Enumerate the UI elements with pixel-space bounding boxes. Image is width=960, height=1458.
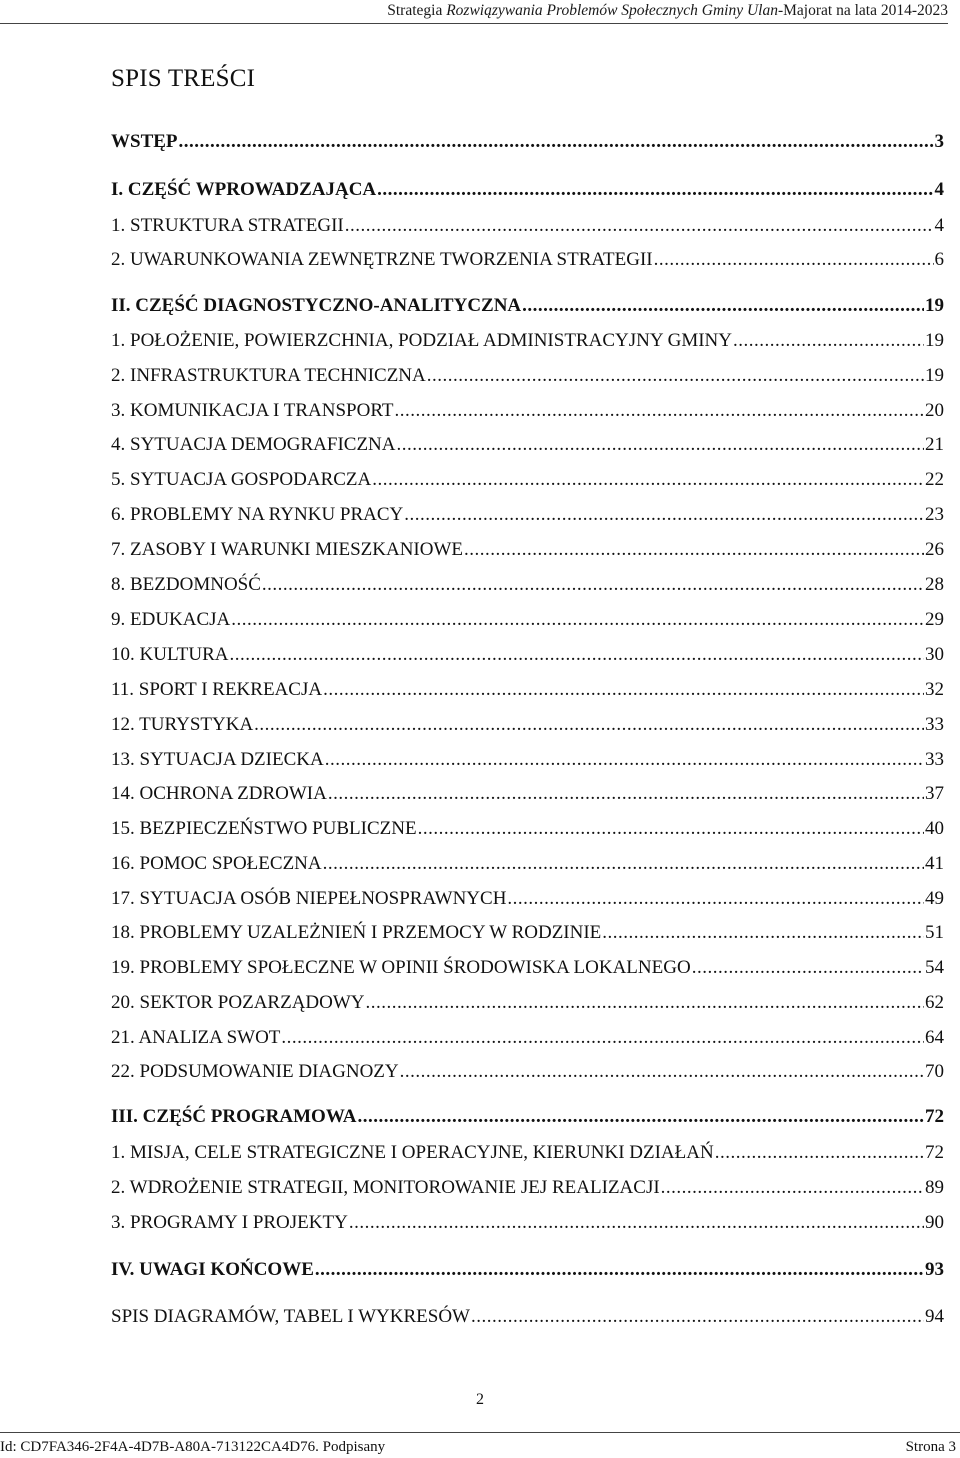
header-title: Rozwiązywania Problemów Społecznych Gminy Ulan — [446, 2, 778, 19]
toc-entry-page: 28 — [925, 574, 944, 595]
toc-dot-leader — [427, 364, 924, 388]
toc-entry-page: 4 — [934, 215, 944, 236]
toc-dot-leader — [418, 817, 924, 841]
toc-entry[interactable] — [111, 852, 944, 876]
toc-entry-label: 21. ANALIZA SWOT — [111, 1027, 281, 1048]
toc-entry-label: 20. SEKTOR POZARZĄDOWY — [111, 992, 365, 1013]
toc-dot-leader — [471, 1305, 924, 1329]
toc-entry-label: 7. ZASOBY I WARUNKI MIESZKANIOWE — [111, 539, 464, 560]
toc-entry-page: 23 — [925, 504, 944, 525]
toc-entry[interactable] — [111, 1305, 944, 1329]
toc-entry[interactable] — [111, 887, 944, 911]
toc-entry[interactable] — [111, 1176, 944, 1200]
footer-rule — [0, 1432, 960, 1433]
header-suffix: -Majorat na lata 2014-2023 — [777, 2, 948, 19]
toc-entry-label: 1. MISJA, CELE STRATEGICZNE I OPERACYJNE, KIERUNKI DZIAŁAŃ — [111, 1142, 714, 1163]
toc-dot-leader — [372, 468, 924, 492]
toc-entry[interactable] — [111, 503, 944, 527]
toc-entry-label: 10. KULTURA — [111, 644, 229, 665]
toc-entry-label: 5. SYTUACJA GOSPODARCZA — [111, 469, 372, 490]
toc-entry-page: 93 — [925, 1259, 944, 1280]
toc-entry-label: 19. PROBLEMY SPOŁECZNE W OPINII ŚRODOWISKA LOKALNEGO — [111, 957, 691, 978]
toc-entry-label: 2. INFRASTRUKTURA TECHNICZNA — [111, 365, 426, 386]
toc-entry[interactable] — [111, 214, 944, 238]
toc-dot-leader — [325, 748, 924, 772]
toc-entry-page: 62 — [925, 992, 944, 1013]
toc-entry-page: 33 — [925, 749, 944, 770]
toc-entry-label: 16. POMOC SPOŁECZNA — [111, 853, 322, 874]
toc-entry[interactable] — [111, 713, 944, 737]
toc-entry-page: 41 — [925, 853, 944, 874]
toc-entry-label: 6. PROBLEMY NA RYNKU PRACY — [111, 504, 404, 525]
toc-entry-label: 2. UWARUNKOWANIA ZEWNĘTRZNE TWORZENIA STRATEGII — [111, 249, 653, 270]
toc-entry[interactable] — [111, 956, 944, 980]
toc-dot-leader — [395, 399, 925, 423]
toc-entry-label: IV. UWAGI KOŃCOWE — [111, 1259, 314, 1280]
toc-entry[interactable] — [111, 782, 944, 806]
toc-entry-label: 18. PROBLEMY UZALEŻNIEŃ I PRZEMOCY W RODZINIE — [111, 922, 602, 943]
toc-dot-leader — [522, 294, 924, 318]
toc-entry[interactable] — [111, 1141, 944, 1165]
toc-entry-label: II. CZĘŚĆ DIAGNOSTYCZNO-ANALITYCZNA — [111, 295, 522, 316]
toc-dot-leader — [692, 956, 924, 980]
toc-dot-leader — [328, 782, 924, 806]
toc-entry-page: 54 — [925, 957, 944, 978]
toc-entry-page: 30 — [925, 644, 944, 665]
toc-entry[interactable] — [111, 573, 944, 597]
toc-entry[interactable] — [111, 678, 944, 702]
toc-dot-leader — [464, 538, 924, 562]
toc-entry[interactable] — [111, 991, 944, 1015]
toc-entry[interactable] — [111, 178, 944, 202]
toc-title: SPIS TREŚCI — [111, 65, 256, 92]
toc-entry-label: 13. SYTUACJA DZIECKA — [111, 749, 324, 770]
toc-entry-label: 1. POŁOŻENIE, POWIERZCHNIA, PODZIAŁ ADMINISTRACYJNY GMINY — [111, 330, 732, 351]
toc-entry-label: 12. TURYSTYKA — [111, 714, 254, 735]
running-header — [0, 0, 960, 24]
toc-entry-label: 15. BEZPIECZEŃSTWO PUBLICZNE — [111, 818, 417, 839]
toc-entry[interactable] — [111, 1105, 944, 1129]
toc-entry-label: 14. OCHRONA ZDROWIA — [111, 783, 327, 804]
toc-entry[interactable] — [111, 817, 944, 841]
toc-entry-page: 32 — [925, 679, 944, 700]
toc-entry-label: 4. SYTUACJA DEMOGRAFICZNA — [111, 434, 396, 455]
toc-entry-page: 4 — [934, 179, 944, 200]
toc-entry-label: 8. BEZDOMNOŚĆ — [111, 574, 261, 595]
toc-entry-label: 3. PROGRAMY I PROJEKTY — [111, 1212, 348, 1233]
toc-entry-page: 26 — [925, 539, 944, 560]
toc-entry-label: 22. PODSUMOWANIE DIAGNOZY — [111, 1061, 399, 1082]
toc-entry-page: 90 — [925, 1212, 944, 1233]
toc-dot-leader — [404, 503, 924, 527]
toc-dot-leader — [281, 1026, 924, 1050]
header-prefix: Strategia — [387, 2, 447, 19]
toc-entry[interactable] — [111, 364, 944, 388]
toc-entry[interactable] — [111, 1026, 944, 1050]
toc-entry[interactable] — [111, 468, 944, 492]
toc-entry[interactable] — [111, 130, 944, 154]
toc-entry-page: 72 — [925, 1106, 944, 1127]
toc-dot-leader — [366, 991, 924, 1015]
toc-entry[interactable] — [111, 921, 944, 945]
toc-entry[interactable] — [111, 1060, 944, 1084]
toc-entry-page: 72 — [925, 1142, 944, 1163]
toc-entry-page: 29 — [925, 609, 944, 630]
toc-entry-label: 1. STRUKTURA STRATEGII — [111, 215, 344, 236]
toc-entry[interactable] — [111, 748, 944, 772]
toc-entry-label: I. CZĘŚĆ WPROWADZAJĄCA — [111, 179, 377, 200]
toc-entry-page: 3 — [934, 131, 944, 152]
toc-dot-leader — [231, 608, 924, 632]
toc-entry-page: 20 — [925, 400, 944, 421]
toc-dot-leader — [507, 887, 924, 911]
toc-entry-page: 51 — [925, 922, 944, 943]
toc-entry[interactable] — [111, 608, 944, 632]
toc-entry[interactable] — [111, 643, 944, 667]
header-rule — [0, 23, 948, 24]
toc-entry-page: 89 — [925, 1177, 944, 1198]
toc-entry-page: 64 — [925, 1027, 944, 1048]
footer-page-label: Strona 3 — [905, 1439, 956, 1455]
toc-entry-label: 11. SPORT I REKREACJA — [111, 679, 323, 700]
toc-entry-page: 22 — [925, 469, 944, 490]
toc-entry[interactable] — [111, 1211, 944, 1235]
toc-dot-leader — [323, 678, 924, 702]
toc-entry[interactable] — [111, 329, 944, 353]
toc-entry[interactable] — [111, 433, 944, 457]
page-number: 2 — [476, 1391, 484, 1408]
toc-entry-label: 3. KOMUNIKACJA I TRANSPORT — [111, 400, 394, 421]
toc-entry[interactable] — [111, 248, 944, 272]
toc-dot-leader — [661, 1176, 924, 1200]
toc-dot-leader — [349, 1211, 924, 1235]
toc-entry[interactable] — [111, 538, 944, 562]
toc-entry-page: 37 — [925, 783, 944, 804]
toc-entry-page: 33 — [925, 714, 944, 735]
toc-entry-page: 49 — [925, 888, 944, 909]
toc-entry[interactable] — [111, 1258, 944, 1282]
toc-dot-leader — [230, 643, 924, 667]
toc-entry-label: III. CZĘŚĆ PROGRAMOWA — [111, 1106, 357, 1127]
toc-entry-page: 6 — [934, 249, 944, 270]
toc-dot-leader — [345, 214, 934, 238]
toc-entry[interactable] — [111, 399, 944, 423]
toc-dot-leader — [179, 130, 934, 154]
toc-entry-page: 19 — [925, 365, 944, 386]
toc-entry-page: 19 — [925, 295, 944, 316]
toc-dot-leader — [715, 1141, 924, 1165]
toc-dot-leader — [400, 1060, 924, 1084]
document-id: Id: CD7FA346-2F4A-4D7B-A80A-713122CA4D76. Podpisany — [0, 1439, 386, 1455]
toc-entry-label: 9. EDUKACJA — [111, 609, 231, 630]
toc-entry-page: 70 — [925, 1061, 944, 1082]
toc-dot-leader — [733, 329, 924, 353]
toc-dot-leader — [397, 433, 925, 457]
toc-entry-label: 17. SYTUACJA OSÓB NIEPEŁNOSPRAWNYCH — [111, 888, 507, 909]
toc-entry-page: 94 — [925, 1306, 944, 1327]
toc-dot-leader — [262, 573, 924, 597]
toc-entry-page: 19 — [925, 330, 944, 351]
toc-dot-leader — [254, 713, 924, 737]
toc-entry-label: SPIS DIAGRAMÓW, TABEL I WYKRESÓW — [111, 1306, 470, 1327]
toc-dot-leader — [654, 248, 934, 272]
toc-entry-label: 2. WDROŻENIE STRATEGII, MONITOROWANIE JEJ REALIZACJI — [111, 1177, 660, 1198]
toc-dot-leader — [602, 921, 924, 945]
toc-entry[interactable] — [111, 294, 944, 318]
toc-dot-leader — [323, 852, 924, 876]
toc-dot-leader — [315, 1258, 924, 1282]
toc-entry-page: 21 — [925, 434, 944, 455]
toc-dot-leader — [357, 1105, 924, 1129]
toc-dot-leader — [377, 178, 933, 202]
toc-entry-page: 40 — [925, 818, 944, 839]
toc-entry-label: WSTĘP — [111, 131, 178, 152]
